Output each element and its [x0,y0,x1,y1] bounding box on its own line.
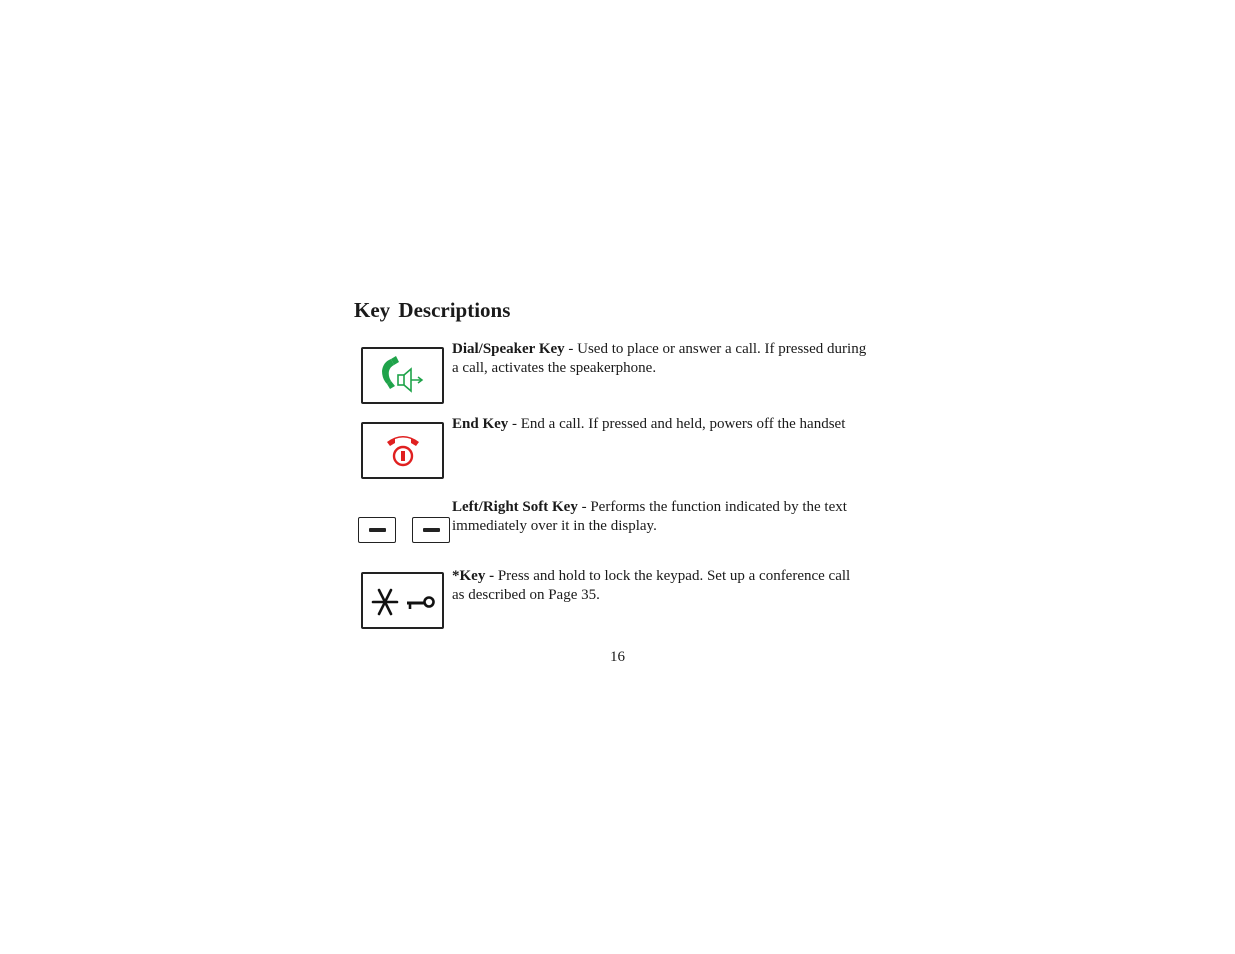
key-text: as described on Page 35. [452,586,600,603]
minus-icon [359,518,395,542]
key-text: Used to place or answer a call. If pressed during [577,341,867,357]
key-text: Press and hold to lock the keypad. Set up a conference call [497,568,851,584]
dial-speaker-key[interactable] [361,347,444,404]
end-key-description: End Key - End a call. If pressed and held, powers off the handset [452,416,846,432]
minus-icon [413,518,449,542]
page-title: Key Descriptions [354,298,511,322]
star-key-description [452,567,892,604]
end-key[interactable] [361,422,444,479]
dial-speaker-icon [363,349,442,402]
key-name: End Key [452,416,509,432]
dial-speaker-description: Dial/Speaker Key - Used to place or answer a call. If pressed during a call, activates the speakerphone. [452,340,892,377]
key-icon [407,598,434,610]
right-soft-key[interactable] [412,517,450,543]
soft-key-description: Left/Right Soft Key - Performs the function indicated by the text immediately over it in the display. [452,498,892,535]
key-name: Left/Right Soft Key [452,499,578,515]
end-call-icon [363,424,442,477]
star-key-icon [363,574,442,629]
key-name: Dial/Speaker Key [452,341,565,357]
key-text: Performs the function indicated by the text [590,499,847,515]
key-text: a call, activates the speakerphone. [452,359,657,376]
key-text: End a call. If pressed and held, powers off the handset [520,416,846,432]
star-key[interactable] [361,572,444,629]
key-text: immediately over it in the display. [452,517,657,534]
key-name: *Key - [452,568,495,584]
page-number: 16 [610,649,625,665]
left-soft-key[interactable] [358,517,396,543]
